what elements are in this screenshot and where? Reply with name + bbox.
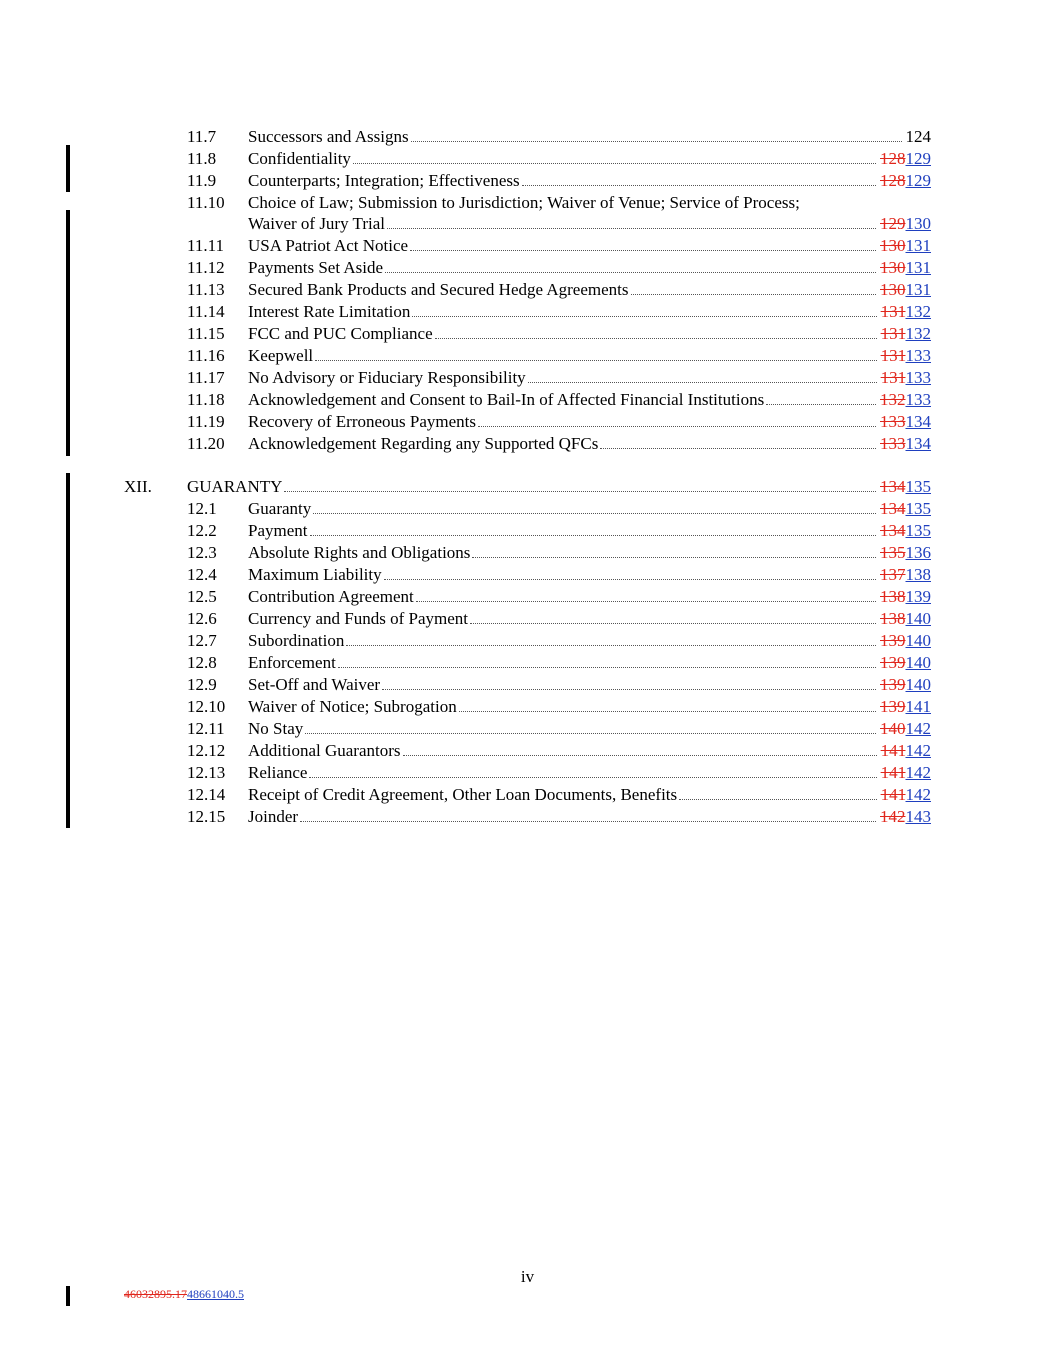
inserted-page-number[interactable]: 131: [905, 280, 931, 299]
section-title[interactable]: FCC and PUC Compliance: [248, 324, 433, 343]
toc-row: [0, 718, 1055, 740]
deleted-page-number: 135: [880, 543, 906, 562]
page-ref: [880, 542, 931, 564]
inserted-page-number[interactable]: 138: [905, 565, 931, 584]
dot-leader: [309, 777, 876, 778]
dot-leader: [435, 338, 877, 339]
toc-line: [248, 411, 931, 433]
inserted-page-number[interactable]: 134: [905, 412, 931, 431]
toc-line: [248, 389, 931, 411]
inserted-page-number[interactable]: 136: [905, 543, 931, 562]
section-number: 12.1: [187, 499, 217, 518]
inserted-page-number[interactable]: 139: [905, 587, 931, 606]
section-number: 11.16: [187, 346, 225, 365]
dot-leader: [472, 557, 876, 558]
dot-leader: [403, 755, 877, 756]
deleted-page-number: 130: [880, 236, 906, 255]
page-ref: [880, 806, 931, 828]
deleted-page-number: 137: [880, 565, 906, 584]
section-title[interactable]: Acknowledgement and Consent to Bail-In of Affected Financial Institutions: [248, 390, 765, 409]
inserted-page-number[interactable]: 134: [905, 434, 931, 453]
inserted-page-number[interactable]: 140: [905, 609, 931, 628]
toc-row: [0, 367, 1055, 389]
inserted-page-number[interactable]: 140: [905, 675, 931, 694]
inserted-page-number[interactable]: 133: [905, 368, 931, 387]
section-title[interactable]: Interest Rate Limitation: [248, 302, 411, 321]
section-number: 11.8: [187, 149, 217, 168]
deleted-page-number: 131: [880, 346, 906, 365]
deleted-page-number: 138: [880, 587, 906, 606]
deleted-page-number: 129: [880, 214, 906, 233]
toc-line: [248, 433, 931, 455]
dot-leader: [478, 426, 876, 427]
dot-leader: [631, 294, 877, 295]
section-title[interactable]: Confidentiality: [248, 149, 351, 168]
inserted-document-id: 48661040.5: [187, 1287, 244, 1301]
deleted-page-number: 141: [880, 741, 906, 760]
page-ref: [906, 126, 932, 148]
page-ref: [880, 630, 931, 652]
deleted-page-number: 133: [880, 434, 906, 453]
page-ref: [880, 498, 931, 520]
inserted-page-number[interactable]: 143: [905, 807, 931, 826]
page-number-footer: iv: [520, 1267, 535, 1286]
toc-row: [0, 279, 1055, 301]
inserted-page-number[interactable]: 140: [905, 631, 931, 650]
page-ref: [880, 279, 931, 301]
toc-line: [248, 674, 931, 696]
inserted-page-number[interactable]: 132: [905, 302, 931, 321]
toc-row: [0, 389, 1055, 411]
section-number: 11.12: [187, 258, 225, 277]
toc-line: [248, 170, 931, 192]
section-title[interactable]: Set-Off and Waiver: [248, 675, 381, 694]
section-title[interactable]: Recovery of Erroneous Payments: [248, 412, 477, 431]
dot-leader: [384, 579, 876, 580]
section-number: 11.15: [187, 324, 225, 343]
change-bar: [66, 1286, 70, 1306]
page-ref: [880, 608, 931, 630]
page-ref: [880, 652, 931, 674]
section-number: 12.4: [187, 565, 217, 584]
toc-row: [0, 433, 1055, 455]
toc-line: [248, 498, 931, 520]
toc-line: [248, 718, 931, 740]
deleted-page-number: 128: [880, 171, 906, 190]
dot-leader: [338, 667, 876, 668]
dot-leader: [416, 601, 876, 602]
toc-row: [0, 301, 1055, 323]
inserted-page-number[interactable]: 131: [905, 258, 931, 277]
toc-line: [248, 323, 931, 345]
section-number: 12.10: [187, 697, 226, 716]
dot-leader: [346, 645, 876, 646]
deleted-page-number: 128: [880, 149, 906, 168]
deleted-document-id: 46032895.17: [124, 1287, 187, 1301]
toc-row: [0, 740, 1055, 762]
section-number: 11.10: [187, 193, 225, 212]
section-title[interactable]: Payment: [248, 521, 308, 540]
toc-line: [248, 740, 931, 762]
toc-row: [0, 192, 1055, 214]
page-ref: [881, 762, 931, 784]
deleted-page-number: 139: [880, 653, 906, 672]
deleted-page-number: 134: [880, 521, 906, 540]
inserted-page-number[interactable]: 133: [905, 346, 931, 365]
toc-line: [248, 213, 931, 235]
toc-line: [248, 257, 931, 279]
section-title[interactable]: Additional Guarantors: [248, 741, 401, 760]
section-title[interactable]: Subordination: [248, 631, 345, 650]
inserted-page-number[interactable]: 132: [905, 324, 931, 343]
page-ref: [880, 389, 931, 411]
document-id: [124, 1287, 244, 1302]
inserted-page-number[interactable]: 135: [905, 477, 931, 496]
section-title[interactable]: Reliance: [248, 763, 308, 782]
dot-leader: [313, 513, 876, 514]
toc-row: [0, 257, 1055, 279]
toc-row: [0, 323, 1055, 345]
page-ref: [880, 718, 931, 740]
dot-leader: [385, 272, 876, 273]
dot-leader: [766, 404, 876, 405]
section-title[interactable]: Guaranty: [248, 499, 312, 518]
toc-line: [248, 542, 931, 564]
section-number: 12.8: [187, 653, 217, 672]
dot-leader: [470, 623, 876, 624]
page-ref: [881, 323, 931, 345]
toc-row: [0, 411, 1055, 433]
toc-row: [0, 674, 1055, 696]
page-ref: [880, 170, 931, 192]
toc-row: [0, 235, 1055, 257]
section-title[interactable]: Secured Bank Products and Secured Hedge Agreements: [248, 280, 629, 299]
dot-leader: [284, 491, 876, 492]
page-ref: [880, 213, 931, 235]
dot-leader: [410, 250, 876, 251]
deleted-page-number: 140: [880, 719, 906, 738]
section-title[interactable]: Acknowledgement Regarding any Supported QFCs: [248, 434, 599, 453]
section-title[interactable]: Receipt of Credit Agreement, Other Loan Documents, Benefits: [248, 785, 678, 804]
dot-leader: [679, 799, 876, 800]
page-ref: [880, 564, 931, 586]
deleted-page-number: 132: [880, 390, 906, 409]
page-ref: [880, 674, 931, 696]
deleted-page-number: 139: [880, 697, 906, 716]
dot-leader: [387, 228, 876, 229]
section-number: 12.6: [187, 609, 217, 628]
deleted-page-number: 134: [880, 499, 906, 518]
page-ref: [880, 433, 931, 455]
inserted-page-number[interactable]: 135: [905, 499, 931, 518]
inserted-page-number[interactable]: 133: [905, 390, 931, 409]
section-number: 12.12: [187, 741, 226, 760]
section-title[interactable]: No Advisory or Fiduciary Responsibility: [248, 368, 526, 387]
toc-row: [0, 520, 1055, 542]
deleted-page-number: 130: [880, 280, 906, 299]
toc-line: [248, 345, 931, 367]
section-title[interactable]: Joinder: [248, 807, 299, 826]
toc-line: [248, 520, 931, 542]
section-number: 11.7: [187, 127, 217, 146]
inserted-page-number[interactable]: 142: [905, 719, 931, 738]
section-title[interactable]: Successors and Assigns: [248, 127, 409, 146]
page-ref: [880, 235, 931, 257]
dot-leader: [300, 821, 876, 822]
section-number: 11.14: [187, 302, 225, 321]
section-number: 12.15: [187, 807, 226, 826]
section-title[interactable]: Waiver of Jury Trial: [248, 214, 385, 233]
toc-line: [248, 806, 931, 828]
toc-line: [248, 652, 931, 674]
toc-row: [0, 170, 1055, 192]
section-number: 11.11: [187, 236, 224, 255]
inserted-page-number[interactable]: 142: [905, 741, 931, 760]
page-ref: [880, 257, 931, 279]
page-ref: [880, 411, 931, 433]
dot-leader: [459, 711, 876, 712]
dot-leader: [412, 316, 876, 317]
page-ref: [880, 476, 931, 498]
deleted-page-number: 131: [880, 302, 906, 321]
toc-line: [248, 564, 931, 586]
dot-leader: [382, 689, 876, 690]
dot-leader: [411, 141, 902, 142]
section-number: 12.2: [187, 521, 217, 540]
page-ref: [880, 148, 931, 170]
dot-leader: [310, 535, 877, 536]
page-ref: [881, 740, 931, 762]
article-number: XII.: [124, 477, 152, 496]
section-number: 12.3: [187, 543, 217, 562]
section-number: 12.7: [187, 631, 217, 650]
toc-row: [0, 608, 1055, 630]
deleted-page-number: 141: [880, 763, 906, 782]
toc-line: [187, 476, 931, 498]
section-title[interactable]: Contribution Agreement: [248, 587, 414, 606]
toc-row: [0, 784, 1055, 806]
toc-article-row: [0, 476, 1055, 498]
section-number: 12.13: [187, 763, 226, 782]
page-ref: [881, 784, 931, 806]
page-ref: [881, 367, 931, 389]
inserted-page-number[interactable]: 129: [905, 149, 931, 168]
toc-line: [248, 367, 931, 389]
section-number: 11.9: [187, 171, 217, 190]
toc-row: [0, 126, 1055, 148]
section-number: 11.19: [187, 412, 225, 431]
section-title[interactable]: Waiver of Notice; Subrogation: [248, 697, 457, 716]
section-title-line1[interactable]: Choice of Law; Submission to Jurisdiction; Waiver of Venue; Service of Process;: [248, 193, 800, 212]
article-title[interactable]: GUARANTY: [187, 477, 283, 496]
toc-row: [0, 498, 1055, 520]
inserted-page-number[interactable]: 140: [905, 653, 931, 672]
deleted-page-number: 131: [880, 324, 906, 343]
toc-line: [248, 235, 931, 257]
deleted-page-number: 131: [880, 368, 906, 387]
toc-line: [248, 301, 931, 323]
section-number: 12.11: [187, 719, 225, 738]
deleted-page-number: 141: [880, 785, 906, 804]
toc-row: [0, 806, 1055, 828]
deleted-page-number: 133: [880, 412, 906, 431]
toc-row: [0, 213, 1055, 235]
inserted-page-number[interactable]: 135: [905, 521, 931, 540]
toc-line: [248, 630, 931, 652]
section-number: 12.14: [187, 785, 226, 804]
deleted-page-number: 138: [880, 609, 906, 628]
page-number: 124: [905, 127, 931, 146]
section-number: 12.9: [187, 675, 217, 694]
toc-line: [248, 148, 931, 170]
inserted-page-number[interactable]: 141: [905, 697, 931, 716]
toc-row: [0, 630, 1055, 652]
section-title[interactable]: Currency and Funds of Payment: [248, 609, 469, 628]
dot-leader: [305, 733, 876, 734]
toc-row: [0, 542, 1055, 564]
toc-line: [248, 696, 931, 718]
toc-row: [0, 762, 1055, 784]
toc-row: [0, 652, 1055, 674]
toc-line: [248, 784, 931, 806]
section-number: 11.17: [187, 368, 225, 387]
toc-line: [248, 608, 931, 630]
toc-line: [248, 279, 931, 301]
section-title[interactable]: USA Patriot Act Notice: [248, 236, 409, 255]
deleted-page-number: 142: [880, 807, 906, 826]
section-number: 12.5: [187, 587, 217, 606]
inserted-page-number[interactable]: 142: [905, 785, 931, 804]
toc-line: [248, 586, 931, 608]
section-title[interactable]: Keepwell: [248, 346, 314, 365]
dot-leader: [522, 185, 876, 186]
page-ref: [881, 345, 931, 367]
page-ref: [880, 520, 931, 542]
section-number: 11.18: [187, 390, 225, 409]
section-title[interactable]: No Stay: [248, 719, 304, 738]
deleted-page-number: 130: [880, 258, 906, 277]
deleted-page-number: 139: [880, 631, 906, 650]
section-number: 11.13: [187, 280, 225, 299]
toc-row: [0, 564, 1055, 586]
page-ref: [880, 696, 931, 718]
toc-line: [248, 126, 931, 148]
toc-row: [0, 696, 1055, 718]
dot-leader: [528, 382, 877, 383]
toc-row: [0, 345, 1055, 367]
section-title[interactable]: Enforcement: [248, 653, 336, 672]
page-ref: [880, 586, 931, 608]
inserted-page-number[interactable]: 131: [905, 236, 931, 255]
section-number: 11.20: [187, 434, 225, 453]
deleted-page-number: 139: [880, 675, 906, 694]
page-ref: [881, 301, 931, 323]
toc-row: [0, 148, 1055, 170]
deleted-page-number: 134: [880, 477, 906, 496]
inserted-page-number[interactable]: 142: [905, 763, 931, 782]
toc-row: [0, 586, 1055, 608]
section-title[interactable]: Counterparts; Integration; Effectiveness: [248, 171, 520, 190]
toc-line: [248, 762, 931, 784]
section-title[interactable]: Maximum Liability: [248, 565, 382, 584]
dot-leader: [315, 360, 876, 361]
section-title[interactable]: Payments Set Aside: [248, 258, 384, 277]
section-title[interactable]: Absolute Rights and Obligations: [248, 543, 471, 562]
inserted-page-number[interactable]: 129: [905, 171, 931, 190]
dot-leader: [353, 163, 876, 164]
inserted-page-number[interactable]: 130: [905, 214, 931, 233]
dot-leader: [600, 448, 876, 449]
